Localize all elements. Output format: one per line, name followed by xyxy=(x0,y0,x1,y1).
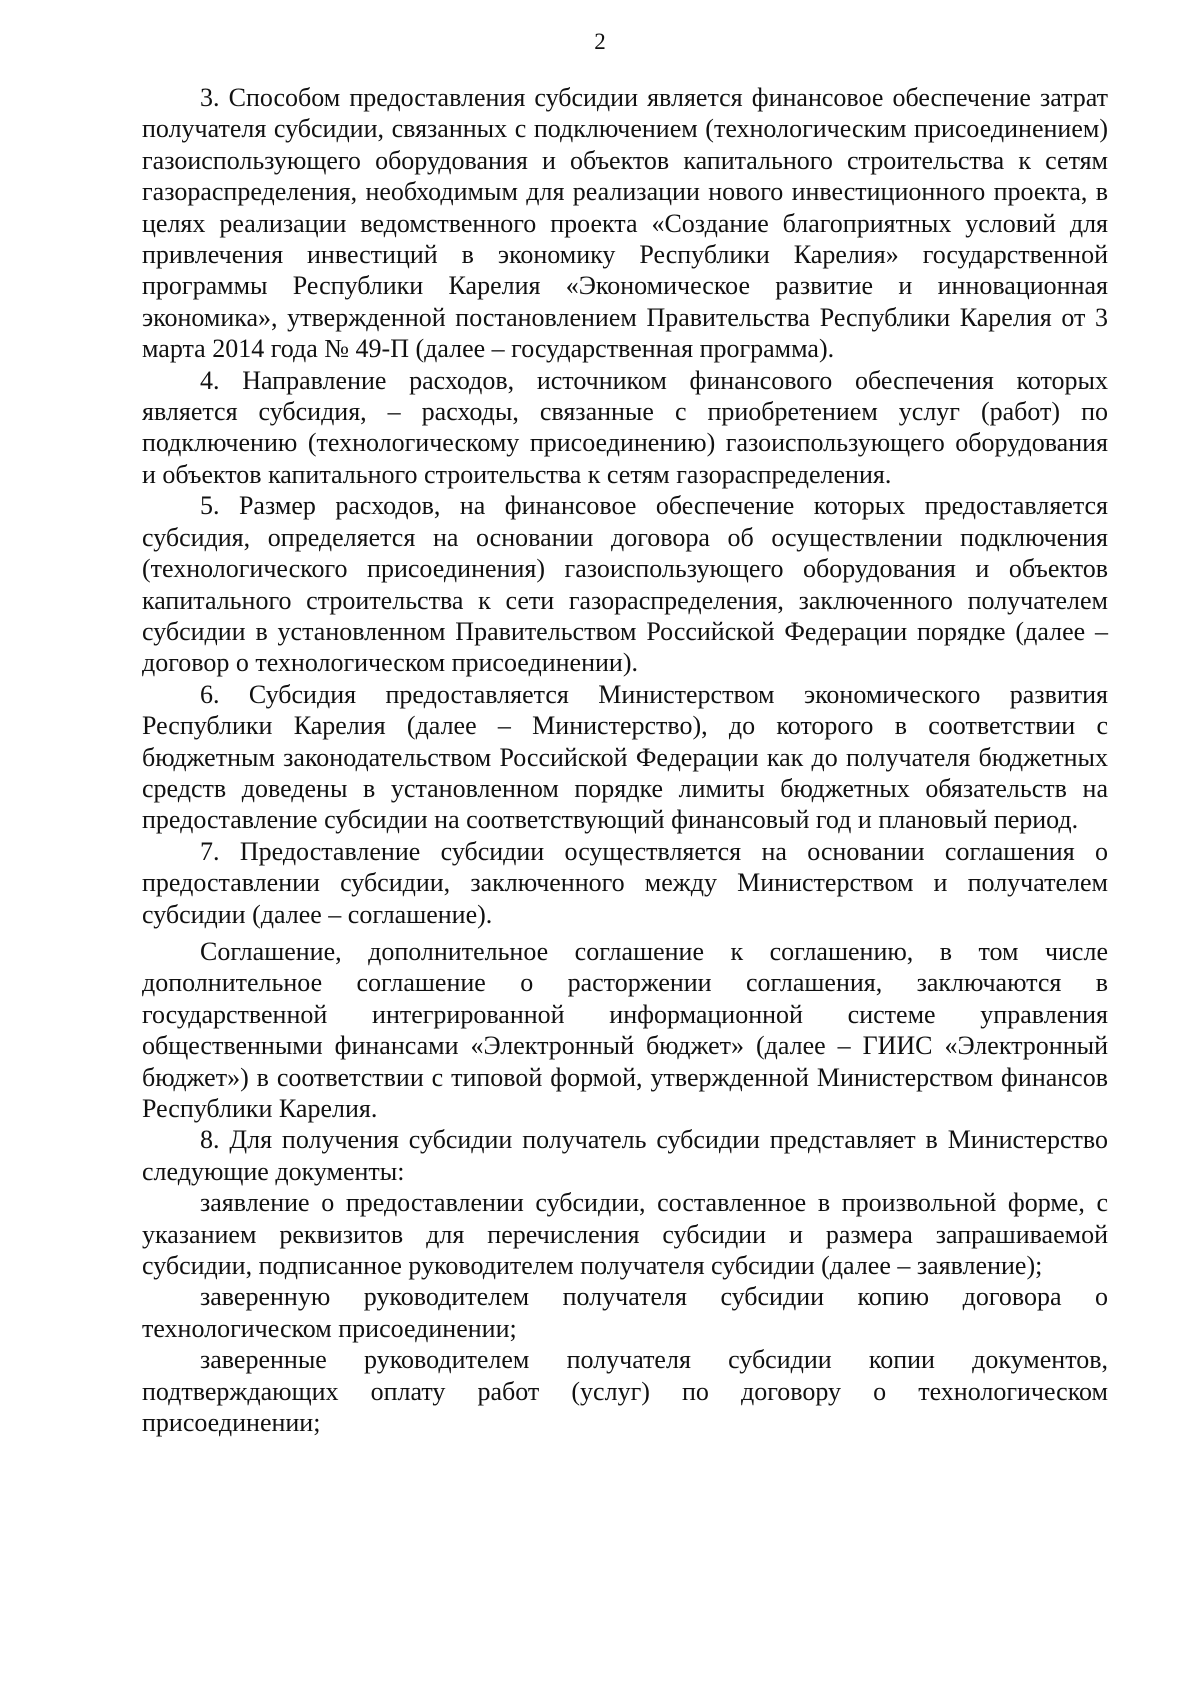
document-body xyxy=(142,82,1108,1438)
paragraph-7: 7. Предоставление субсидии осуществляется на основании соглашения о предоставлении субсидии, заключенного между Министерством и получателем субсидии (далее – соглашение). xyxy=(142,836,1108,929)
paragraph-5: 5. Размер расходов, на финансовое обеспечение которых предоставляется субсидия, определяется на основании договора об осуществлении подключения (технологического присоединения) газоиспользующего оборудования и объектов капитального строительства к сети газораспределения, заключенного получателем субсидии в установленном Правительством Российской Федерации порядке (далее – договор о технологическом присоединении). xyxy=(142,491,1108,678)
paragraph-3: 3. Способом предоставления субсидии является финансовое обеспечение затрат получателя субсидии, связанных с подключением (технологическим присоединением) газоиспользующего оборудования и объектов капитального строительства к сетям газораспределения, необходимым для реализации нового инвестиционного проекта, в целях реализации ведомственного проекта «Создание благоприятных условий для привлечения инвестиций в экономику Республики Карелия» государственной программы Республики Карелия «Экономическое развитие и инновационная экономика», утвержденной постановлением Правительства Республики Карелия от 3 марта 2014 года № 49-П (далее – государственная программа). xyxy=(142,83,1108,364)
list-item-payment-documents: заверенные руководителем получателя субсидии копии документов, подтверждающих оплату работ (услуг) по договору о технологическом присоединении; xyxy=(142,1345,1108,1438)
list-item-application: заявление о предоставлении субсидии, составленное в произвольной форме, с указанием реквизитов для перечисления субсидии и размера запрашиваемой субсидии, подписанное руководителем получателя субсидии (далее – заявление); xyxy=(142,1188,1108,1281)
paragraph-6: 6. Субсидия предоставляется Министерством экономического развития Республики Карелия (далее – Министерство), до которого в соответствии с бюджетным законодательством Российской Федерации как до получателя бюджетных средств доведены в установленном порядке лимиты бюджетных обязательств на предоставление субсидии на соответствующий финансовый год и плановый период. xyxy=(142,679,1108,835)
page-number: 2 xyxy=(594,29,606,54)
paragraph-8: 8. Для получения субсидии получатель субсидии представляет в Министерство следующие документы: xyxy=(142,1125,1108,1186)
paragraph-agreement: Соглашение, дополнительное соглашение к соглашению, в том числе дополнительное соглашение о расторжении соглашения, заключаются в государственной интегрированной информационной системе управления общественными финансами «Электронный бюджет» (далее – ГИИС «Электронный бюджет») в соответствии с типовой формой, утвержденной Министерством финансов Республики Карелия. xyxy=(142,936,1108,1123)
list-item-contract-copy: заверенную руководителем получателя субсидии копию договора о технологическом присоединении; xyxy=(142,1282,1108,1343)
paragraph-4: 4. Направление расходов, источником финансового обеспечения которых является субсидия, – расходы, связанные с приобретением услуг (работ) по подключению (технологическому присоединению) газоиспользующего оборудования и объектов капитального строительства к сетям газораспределения. xyxy=(142,365,1108,489)
